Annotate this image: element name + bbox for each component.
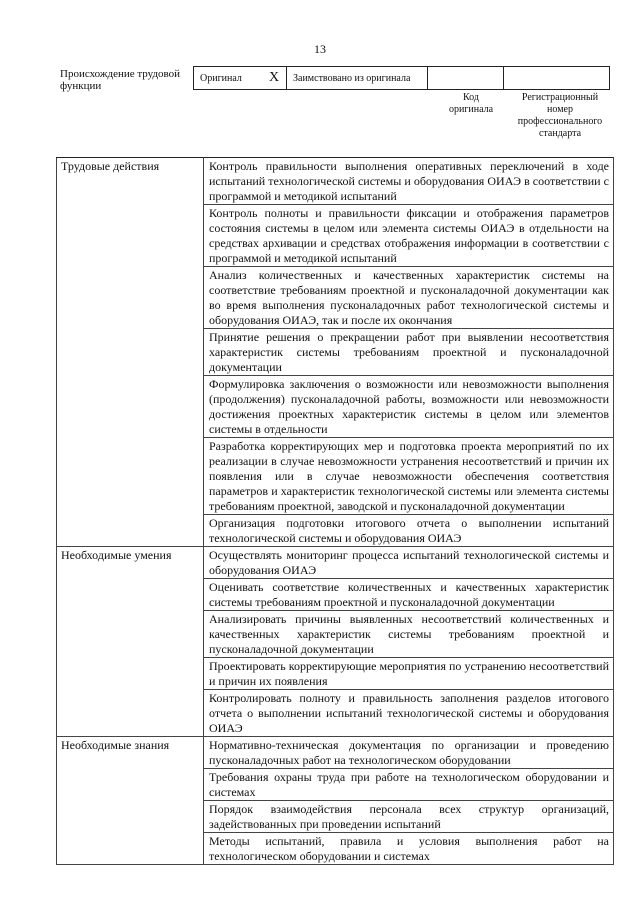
table-row: [57, 737, 614, 769]
section-item: Проектировать корректирующие мероприятия по устранению несоответствий и причин их появления: [204, 658, 614, 690]
function-table: [56, 157, 614, 865]
section-title: Необходимые умения: [57, 547, 204, 737]
section-item: Оценивать соответствие количественных и качественных характеристик системы требованиям проектной и пусконаладочной документации: [204, 579, 614, 611]
section-title: Трудовые действия: [57, 158, 204, 547]
section-item: Анализ количественных и качественных характеристик системы на соответствие требованиям проектной и пусконаладочной документации как во время выполнения пусконаладочных работ технологической системы и оборудования ОИАЭ, так и после их окончания: [204, 267, 614, 329]
section-item: Формулировка заключения о возможности или невозможности выполнения (продолжения) пусконаладочной работы, возможности или невозможности достижения проектных характеристик системы в целом или элементов системы в отдельности: [204, 376, 614, 438]
section-item: Анализировать причины выявленных несоответствий количественных и качественных характеристик системы требованиям проектной и пусконаладочной документации: [204, 611, 614, 658]
section-item: Разработка корректирующих мер и подготовка проекта мероприятий по их реализации в случае невозможности устранения несоответствий и причин их появления или в случае невозможности обеспечения соответствия параметров и характеристик технологической системы или элемента системы требованиям проектной, заводской и пусконаладочной документации: [204, 438, 614, 515]
section-item: Организация подготовки итогового отчета о выполнении испытаний технологической системы и оборудования ОИАЭ: [204, 515, 614, 547]
section-item: Осуществлять мониторинг процесса испытаний технологической системы и оборудования ОИАЭ: [204, 547, 614, 579]
section-item: Принятие решения о прекращении работ при выявлении несоответствия характеристик системы требованиям проектной и пусконаладочной документации: [204, 329, 614, 376]
origin-label: Происхождение трудовой функции: [60, 68, 181, 92]
section-item: Контроль правильности выполнения оперативных переключений в ходе испытаний технологической системы и оборудования ОИАЭ в соответствии с программой и методикой испытаний: [204, 158, 614, 205]
section-item: Порядок взаимодействия персонала всех структур организаций, задействованных при проведении испытаний: [204, 801, 614, 833]
code-cell: [428, 67, 504, 90]
section-item: Требования охраны труда при работе на технологическом оборудовании и системах: [204, 769, 614, 801]
section-title: Необходимые знания: [57, 737, 204, 865]
section-item: Контролировать полноту и правильность заполнения разделов итогового отчета о выполнении испытаний технологической системы и оборудования ОИАЭ: [204, 690, 614, 737]
reg-number-caption: Регистрационный номер профессионального стандарта: [517, 92, 603, 139]
original-cell: Оригинал: [194, 67, 263, 90]
code-caption: Код оригинала: [448, 92, 494, 115]
section-item: Контроль полноты и правильности фиксации и отображения параметров состояния системы в целом или элемента системы ОИАЭ в отдельности на средствах архивации и средствах отображения информации в соответствии с программой и методикой испытаний: [204, 205, 614, 267]
reg-number-cell: [504, 67, 610, 90]
original-mark: X: [262, 67, 287, 90]
section-item: Методы испытаний, правила и условия выполнения работ на технологическом оборудовании и системах: [204, 833, 614, 865]
section-item: Нормативно-техническая документация по организации и проведению пусконаладочных работ на технологическом оборудовании: [204, 737, 614, 769]
page-number: 13: [314, 42, 326, 56]
table-row: [57, 547, 614, 579]
table-row: [57, 158, 614, 205]
borrowed-cell: Заимствовано из оригинала: [287, 67, 428, 90]
origin-table: [193, 66, 610, 90]
